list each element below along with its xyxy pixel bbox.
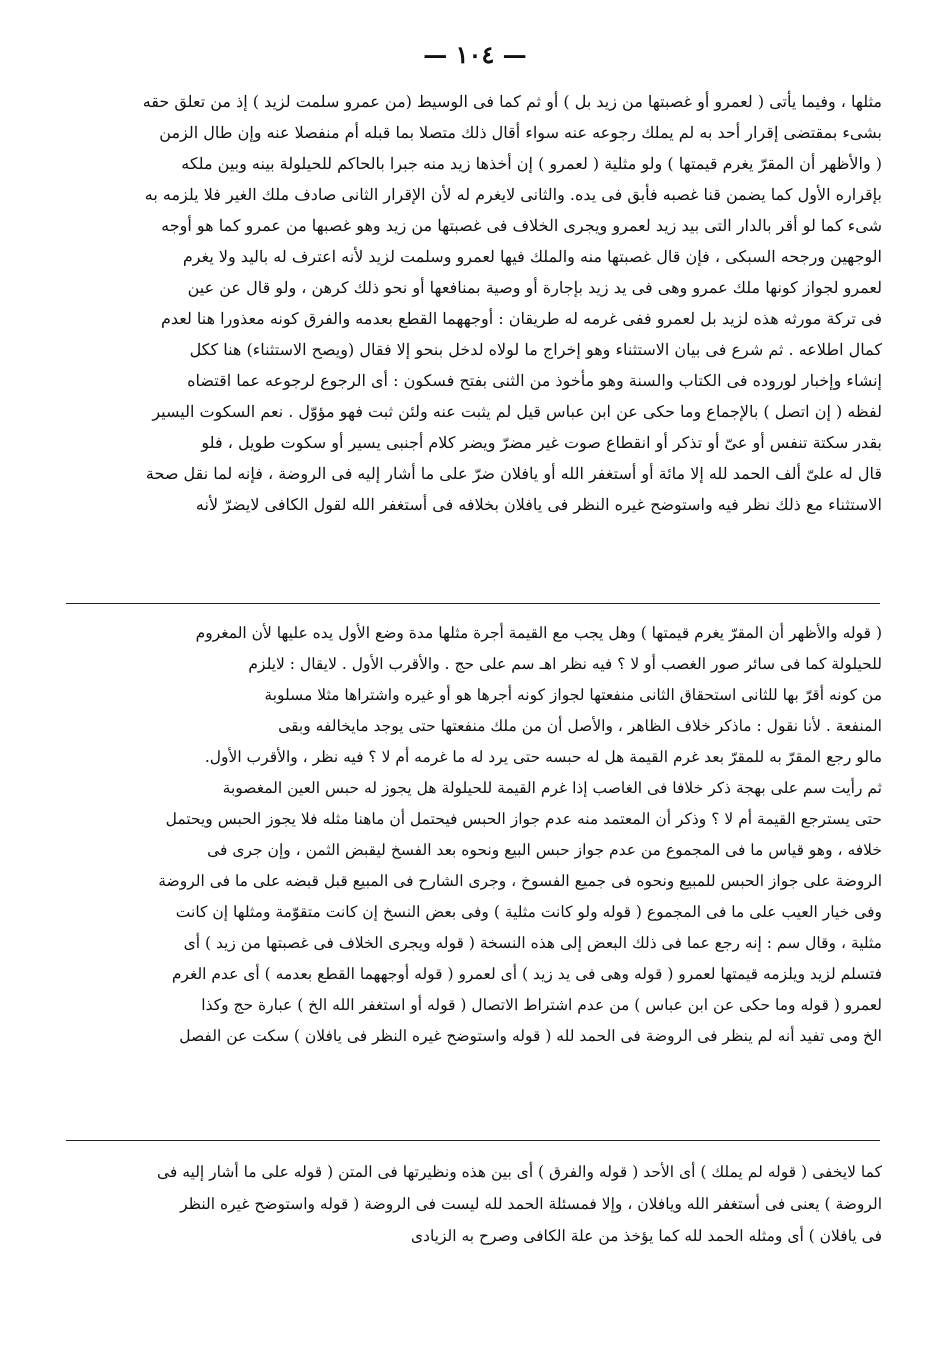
text-line: ( والأظهر أن المقرّ يغرم قيمتها ) ولو مثلية ( لعمرو ) إن أخذها زيد منه جبرا بالحاكم للحيلولة بينه وبين ملكه bbox=[181, 154, 882, 173]
text-line: بشىء بمقتضى إقرار أحد به لم يملك رجوعه عنه سواء أقال ذلك متصلا بما قبله أم منفصلا عنه وإن طال الزمن bbox=[159, 123, 882, 142]
page-number: — ١٠٤ — bbox=[423, 40, 527, 69]
commentary-2 bbox=[74, 1156, 882, 1252]
commentary-line: الروضة ) يعنى فى أستغفر الله ويافلان ، وإلا فمسئلة الحمد لله ليست فى الروضة ( قوله واستوضح غيره النظر bbox=[180, 1195, 882, 1213]
text-line: إنشاء وإخبار لوروده فى الكتاب والسنة وهو مأخوذ من الثنى بفتح فسكون : أى الرجوع لرجوعه عما اقتضاه bbox=[187, 371, 882, 390]
text-line: شىء كما لو أقر بالدار التى بيد زيد لعمرو ويجرى الخلاف فى غصبتها من زيد وهو غصبها من عمرو كما هو أوجه bbox=[161, 216, 882, 235]
commentary-line: ( قوله والأظهر أن المقرّ يغرم قيمتها ) وهل يجب مع القيمة أجرة مثلها مدة وضع الأول يده عليها لأن المغروم bbox=[195, 624, 882, 642]
text-line: بإقراره الأول كما يضمن قنا غصبه فأبق فى يده. والثانى لايغرم له لأن الإقرار الثانى صادف ملك الغير فلا يلزمه به bbox=[144, 185, 882, 204]
commentary-line: الخ ومى تفيد أنه لم ينظر فى الروضة فى الحمد لله ( قوله واستوضح غيره النظر فى يافلان ) سكت عن الفصل bbox=[179, 1027, 882, 1045]
commentary-line: من كونه أقرّ بها للثانى استحقاق الثانى منفعتها لجواز كونه أجرها هو أو غيره واشتراها مثلا مسلوبة bbox=[264, 686, 882, 704]
commentary-line: حتى يسترجع القيمة أم لا ؟ وذكر أن المعتمد منه عدم جواز الحبس فيحتمل أن ماهنا مثله فلا يجوز الحبس ويحتمل bbox=[165, 810, 882, 828]
text-line: لعمرو لجواز كونها ملك عمرو وهى فى يد زيد بإجارة أو وصية بمنافعها أو نحو ذلك كرهن ، ولو قال عن عين bbox=[187, 278, 882, 297]
commentary-line: لعمرو ( قوله وما حكى عن ابن عباس ) من عدم اشتراط الاتصال ( قوله أو استغفر الله الخ ) عبارة حج وكذا bbox=[201, 996, 882, 1014]
text-line: الوجهين ورجحه السبكى ، فإن قال غصبتها منه والملك فيها لعمرو وسلمت لزيد لأنه اعترف له باليد ولا يغرم bbox=[182, 247, 882, 266]
section-divider bbox=[66, 1140, 880, 1141]
text-line: الاستثناء مع ذلك نظر فيه واستوضح غيره النظر فى يافلان بخلافه فى أستغفر الله لقول الكافى لايضرّ لأنه bbox=[195, 495, 882, 514]
commentary-line: الروضة على جواز الحبس للمبيع ونحوه فى جميع الفسوخ ، وجرى الشارح فى المبيع قبل قبضه على ما فى الروضة bbox=[158, 872, 882, 890]
text-line: لفظه ( إن اتصل ) بالإجماع وما حكى عن ابن عباس قيل لم يثبت عنه ولئن ثبت فهو مؤوّل . نعم السكوت اليسير bbox=[152, 402, 882, 421]
main-text bbox=[74, 86, 882, 520]
commentary-line: فى يافلان ) أى ومثله الحمد لله كما يؤخذ من علة الكافى وصرح به الزيادى bbox=[410, 1227, 882, 1245]
commentary-line: للحيلولة كما فى سائر صور الغصب أو لا ؟ فيه نظر اهـ سم على حج . والأقرب الأول . لايقال : لايلزم bbox=[248, 655, 882, 673]
commentary-line: فتسلم لزيد ويلزمه قيمتها لعمرو ( قوله وهى فى يد زيد ) أى لعمرو ( قوله أوجههما القطع بعدمه ) أى عدم الغرم bbox=[171, 965, 882, 983]
section-divider bbox=[66, 603, 880, 604]
commentary-line: مثلية ، وقال سم : إنه رجع عما فى ذلك البعض إلى هذه النسخة ( قوله ويجرى الخلاف فى غصبتها من زيد ) أى bbox=[183, 934, 882, 952]
text-line: فى تركة مورثه هذه لزيد بل لعمرو ففى غرمه له طريقان : أوجههما القطع بعدمه والفرق كونه معذورا هنا لعدم bbox=[160, 309, 882, 328]
commentary-line: مالو رجع المقرّ به للمقرّ بعد غرم القيمة هل له حبسه حتى يرد له ما غرمه أم لا ؟ فيه نظر ، والأقرب الأول. bbox=[204, 748, 882, 766]
commentary-line: وفى خيار العيب على ما فى المجموع ( قوله ولو كانت مثلية ) وفى بعض النسخ إن كانت متقوّمة ومثلها إن كانت bbox=[175, 903, 882, 921]
text-line: قال له علىّ ألف الحمد لله إلا مائة أو أستغفر الله أو يافلان ضرّ على ما أشار إليه فى الروضة ، فإنه لما نقل صحة bbox=[145, 464, 882, 483]
text-line: كمال اطلاعه . ثم شرع فى بيان الاستثناء وهو إخراج ما لولاه لدخل بنحو إلا فقال (ويصح الاستثناء) هنا ككل bbox=[189, 340, 882, 359]
commentary-line: خلافه ، وهو قياس ما فى المجموع من عدم جواز حبس البيع ونحوه بعد الفسخ ليقبض الثمن ، وإن جرى فى bbox=[207, 841, 882, 859]
commentary-line: كما لايخفى ( قوله لم يملك ) أى الأحد ( قوله والفرق ) أى بين هذه ونظيرتها فى المتن ( قوله على ما أشار إليه فى bbox=[156, 1163, 882, 1181]
commentary-1 bbox=[74, 618, 882, 1052]
commentary-line: ثم رأيت سم على بهجة ذكر خلافا فى الغاصب إذا غرم القيمة للحيلولة هل يجوز له حبس العين المغصوبة bbox=[222, 779, 882, 797]
commentary-line: المنفعة . لأنا نقول : ماذكر خلاف الظاهر ، والأصل أن من ملك منفعتها حتى يوجد مايخالفه وبقى bbox=[278, 717, 882, 735]
text-line: مثلها ، وفيما يأتى ( لعمرو أو غصبتها من زيد بل ) أو ثم كما فى الوسيط (من عمرو سلمت لزيد ) إذ من تعلق حقه bbox=[142, 92, 882, 111]
text-line: بقدر سكتة تنفس أو عىّ أو تذكر أو انقطاع صوت غير مضرّ ويضر كلام أجنبى يسير أو سكوت طويل ، فلو bbox=[201, 433, 882, 452]
